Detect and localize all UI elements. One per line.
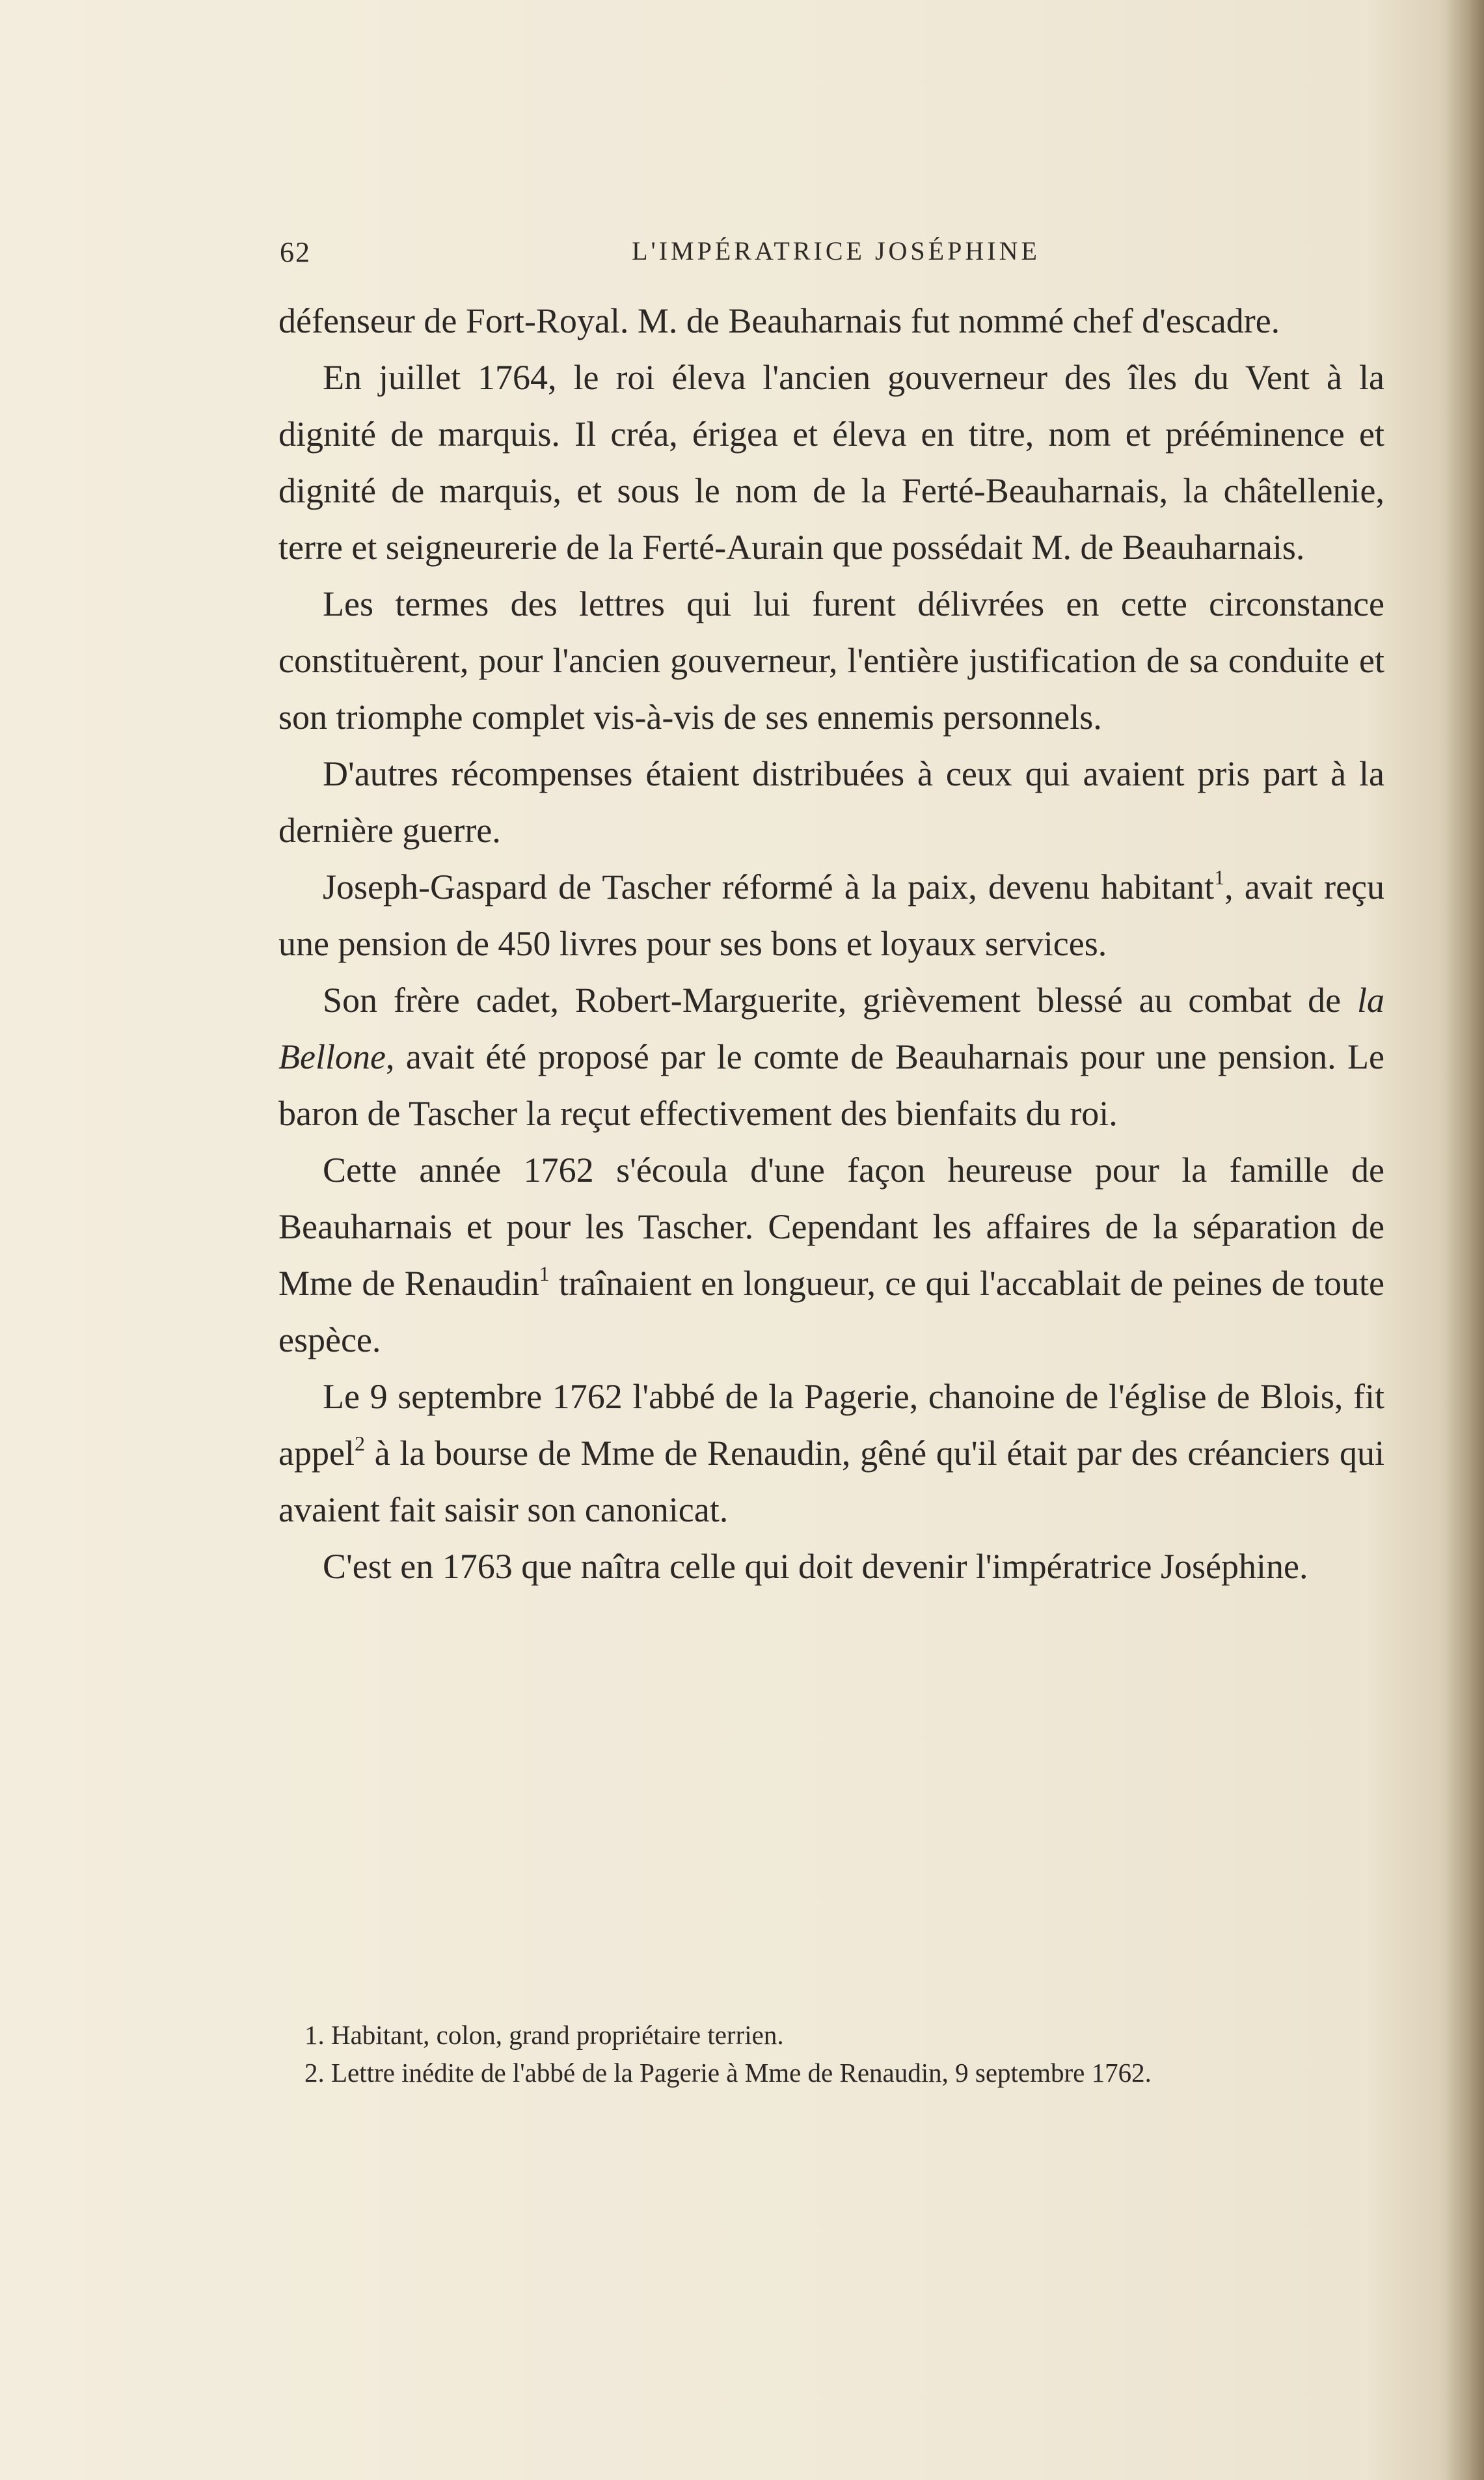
paragraph-6-text-b: , avait été proposé par le comte de Beauharnais pour une pension. Le baron de Tascher la reçut effectivement des bienfaits du roi. bbox=[278, 1037, 1384, 1133]
paragraph-1: défenseur de Fort-Royal. M. de Beauharnais fut nommé chef d'escadre. bbox=[278, 301, 1280, 340]
footnote-ref-1b: 1 bbox=[539, 1262, 550, 1285]
paragraph-5-text-a: Joseph-Gaspard de Tascher réformé à la paix, devenu habitant bbox=[323, 867, 1215, 906]
page-edge-shadow bbox=[1445, 0, 1484, 2480]
paragraph-7 bbox=[278, 1142, 1384, 1369]
footnote-ref-1: 1 bbox=[1214, 865, 1225, 889]
paragraph-8 bbox=[278, 1369, 1384, 1538]
footnote-1: 1. Habitant, colon, grand propriétaire terrien. bbox=[304, 2020, 784, 2050]
paragraph-9: C'est en 1763 que naîtra celle qui doit devenir l'impératrice Joséphine. bbox=[323, 1547, 1308, 1586]
ship-name: la Bellone bbox=[278, 981, 1384, 1076]
footnote-ref-2: 2 bbox=[354, 1432, 365, 1455]
paragraph-7-text-a: Cette année 1762 s'écoula d'une façon heureuse pour la famille de Beauharnais et pour les Tascher. Cependant les affaires de la séparation de Mme de Renaudin bbox=[278, 1151, 1384, 1303]
paragraph-6-text-a: Son frère cadet, Robert-Marguerite, grièvement blessé au combat de bbox=[323, 981, 1357, 1020]
paragraph-2: En juillet 1764, le roi éleva l'ancien gouverneur des îles du Vent à la dignité de marquis. Il créa, érigea et éleva en titre, nom et prééminence et dignité de marquis, et sous le nom de la Ferté-Beauharnais, la châtellenie, terre et seigneurerie de la Ferté-Aurain que possédait M. de Beauharnais. bbox=[278, 358, 1384, 567]
paragraph-6 bbox=[278, 972, 1384, 1142]
paragraph-3: Les termes des lettres qui lui furent délivrées en cette circonstance constituèrent, pour l'ancien gouverneur, l'entière justification de sa conduite et son triomphe complet vis-à-vis de ses ennemis personnels. bbox=[278, 584, 1384, 737]
body-text bbox=[278, 293, 1384, 1595]
paragraph-8-text-a: Le 9 septembre 1762 l'abbé de la Pagerie, chanoine de l'église de Blois, fit appel bbox=[278, 1377, 1384, 1473]
page-header bbox=[280, 236, 1392, 275]
footnote-2: 2. Lettre inédite de l'abbé de la Pagerie à Mme de Renaudin, 9 septembre 1762. bbox=[304, 2058, 1152, 2088]
page-number: 62 bbox=[280, 236, 311, 268]
running-title: L'IMPÉRATRICE JOSÉPHINE bbox=[632, 236, 1040, 266]
paragraph-8-text-b: à la bourse de Mme de Renaudin, gêné qu'il était par des créanciers qui avaient fait saisir son canonicat. bbox=[278, 1434, 1384, 1529]
paragraph-4: D'autres récompenses étaient distribuées à ceux qui avaient pris part à la dernière guerre. bbox=[278, 754, 1384, 850]
paragraph-5 bbox=[278, 859, 1384, 972]
paragraph-5-text-b: , avait reçu une pension de 450 livres pour ses bons et loyaux services. bbox=[278, 867, 1385, 963]
footnotes bbox=[278, 2016, 1384, 2092]
paragraph-7-text-b: traînaient en longueur, ce qui l'accablait de peines de toute espèce. bbox=[278, 1264, 1384, 1359]
